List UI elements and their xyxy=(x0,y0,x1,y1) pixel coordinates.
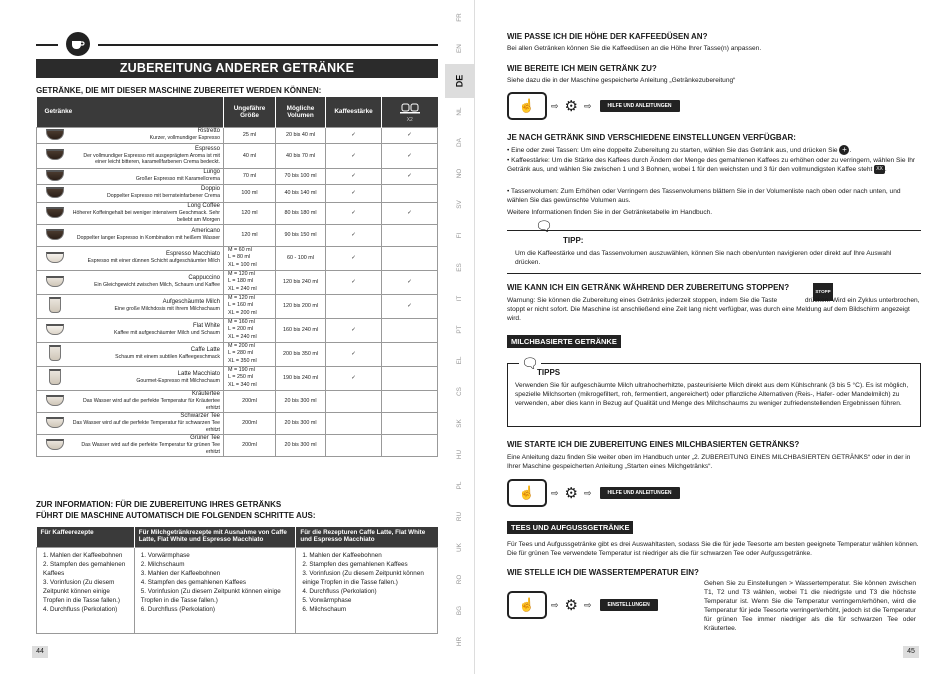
language-tab-bg: BG xyxy=(456,605,463,615)
strength-check: ✓ xyxy=(326,318,382,342)
arrow-icon: ⇨ xyxy=(551,100,559,111)
bullet-strength-text: • Kaffeestärke: Um die Stärke des Kaffees durch Ändern der Menge des gemahlenen Kaffees zu erhöhen oder zu verringern, wählen Sie Ihr Getränk aus, und wählen Sie zwischen 1 und 3 Bohnen, wobei 1 für den weichsten und 3 für den vollmundigsten Kaffee steht xyxy=(507,157,916,174)
beverage-name-cell xyxy=(73,390,224,412)
language-tab-de: DE xyxy=(454,75,465,88)
touch-hand-icon: ☝ xyxy=(507,591,547,619)
beverage-size: M = 190 ml L = 250 ml XL = 340 ml xyxy=(224,366,276,390)
strength-check: ✓ xyxy=(326,184,382,202)
beverage-description: Kurzer, vollmundiger Espresso xyxy=(149,135,220,142)
double-cup-icon xyxy=(400,101,420,115)
beverage-name-cell xyxy=(73,184,224,202)
beverage-row xyxy=(37,184,438,202)
beverage-cup-icon xyxy=(37,434,73,456)
beverage-volume: 120 bis 200 ml xyxy=(276,294,326,318)
step-item: 4. Durchfluss (Perkolation) xyxy=(302,588,377,595)
beverage-volume: 40 bis 140 ml xyxy=(276,184,326,202)
beverage-name: Caffe Latte xyxy=(190,347,220,354)
beverage-size: 40 ml xyxy=(224,143,276,168)
steps-col-coffee: Für Kaffeerezepte xyxy=(37,527,135,547)
beverage-description: Doppelter Espresso mit bernsteinfarbener Crema xyxy=(106,193,220,200)
bullet-cups xyxy=(507,145,922,155)
page-number-right: 45 xyxy=(903,646,919,658)
bullet-cups-end: . xyxy=(849,146,852,154)
beverage-name-cell xyxy=(73,143,224,168)
beverage-row xyxy=(37,390,438,412)
beverage-cup-icon xyxy=(37,184,73,202)
bullet-volume: • Tassenvolumen: Zum Erhöhen oder Verringern des Tassenvolumens blättern Sie in der Volumenliste nach oben oder nach unten, und wählen Sie das gewünschte Volumen aus. xyxy=(507,188,901,205)
language-tab-pt: PT xyxy=(456,325,463,334)
beverage-row xyxy=(37,318,438,342)
language-tab-fr: FR xyxy=(456,13,463,22)
language-tab-ru: RU xyxy=(456,512,463,522)
beverage-size: 70 ml xyxy=(224,168,276,184)
double-check xyxy=(382,390,438,412)
language-tab-hr: HR xyxy=(456,636,463,647)
stop-text-a: Warnung: Sie können die Zubereitung eines Getränks jederzeit stoppen, indem Sie die Taste xyxy=(507,297,778,304)
beverage-size: M = 160 ml L = 200 ml XL = 240 ml xyxy=(224,318,276,342)
beverage-row xyxy=(37,246,438,270)
beverage-row xyxy=(37,366,438,390)
step-item: 1. Mahlen der Kaffeebohnen xyxy=(302,551,382,559)
beverage-name: Kräutertee xyxy=(191,391,220,398)
beverage-volume: 20 bis 300 ml xyxy=(276,412,326,434)
double-label: X2 xyxy=(406,116,413,123)
language-tab-da: DA xyxy=(456,137,463,147)
beverage-name: Espresso Macchiato xyxy=(165,251,220,258)
tea-heading: TEES UND AUFGUSSGETRÄNKE xyxy=(507,521,633,534)
gear-icon: ⚙ xyxy=(564,98,578,115)
beverage-size: M = 120 ml L = 180 ml XL = 240 ml xyxy=(224,270,276,294)
steps-list-coffee xyxy=(37,547,135,633)
heading-prepare-drink: WIE BEREITE ICH MEIN GETRÄNK ZU? xyxy=(507,64,657,73)
strength-check: ✓ xyxy=(326,246,382,270)
beverage-name: Lungo xyxy=(203,169,220,176)
beverage-volume: 80 bis 180 ml xyxy=(276,202,326,224)
beverage-name-cell xyxy=(73,224,224,246)
beverage-name-cell xyxy=(73,318,224,342)
beverage-row xyxy=(37,224,438,246)
beverage-name: Latte Macchiato xyxy=(177,371,220,378)
language-tab-pl: PL xyxy=(456,481,463,490)
steps-heading: ZUR INFORMATION: FÜR DIE ZUBEREITUNG IHRES GETRÄNKS FÜHRT DIE MASCHINE AUTOMATISCH DIE FOLGENDEN SCHRITTE AUS: xyxy=(36,500,316,520)
strength-check: ✓ xyxy=(326,202,382,224)
double-check xyxy=(382,224,438,246)
step-item: 5. Vorinfusion (Zu diesem Zeitpunkt können einige Tropfen in die Tasse fallen.) xyxy=(140,588,281,605)
beverage-volume: 120 bis 240 ml xyxy=(276,270,326,294)
bullet-strength-end: . xyxy=(884,166,887,174)
beverage-volume: 20 bis 300 ml xyxy=(276,390,326,412)
beverage-name: Long Coffee xyxy=(187,203,220,210)
strength-check xyxy=(326,390,382,412)
tip-line xyxy=(507,230,921,231)
language-tab-fi: FI xyxy=(456,233,463,239)
coffee-cup-icon xyxy=(66,32,90,56)
beverage-row xyxy=(37,202,438,224)
step-item: 3. Vorinfusion (Zu diesem Zeitpunkt können einige Tropfen in die Tasse fallen.) xyxy=(43,578,121,605)
double-check: ✓ xyxy=(382,202,438,224)
text-prepare-drink: Siehe dazu die in der Maschine gespeicherte Anleitung „Getränkezubereitung“ xyxy=(507,77,736,84)
language-tab-sk: SK xyxy=(456,418,463,428)
step-item: 4. Durchfluss (Perkolation) xyxy=(43,606,118,614)
beverage-name-cell xyxy=(73,342,224,366)
beverage-name-cell xyxy=(73,412,224,434)
beverage-cup-icon xyxy=(37,390,73,412)
beverage-description: Höherer Koffeingehalt bei weniger intensivem Geschmack. Sehr beliebt am Morgen xyxy=(72,210,220,223)
double-check: ✓ xyxy=(382,168,438,184)
beverage-description: Großer Espresso mit Karamellcrema xyxy=(135,176,220,183)
step-item: 1. Mahlen der Kaffeebohnen xyxy=(43,551,123,559)
col-volume: Mögliche Volumen xyxy=(276,97,326,127)
strength-check: ✓ xyxy=(326,168,382,184)
beverage-cup-icon xyxy=(37,318,73,342)
beverage-volume: 90 bis 150 ml xyxy=(276,224,326,246)
language-index xyxy=(444,0,475,674)
beverage-name-cell xyxy=(73,434,224,456)
beverage-name-cell xyxy=(73,202,224,224)
beverage-volume: 160 bis 240 ml xyxy=(276,318,326,342)
stop-button-icon: STOPP xyxy=(813,283,833,301)
bullet-cups-text: • Eine oder zwei Tassen: Um eine doppelte Zubereitung zu starten, wählen Sie das Getränk aus, und drücken Sie xyxy=(507,146,838,154)
help-flow-1 xyxy=(507,91,680,121)
language-tab-it: IT xyxy=(456,295,463,302)
double-check xyxy=(382,434,438,456)
tip-heading: TIPP: xyxy=(563,236,584,245)
beverage-volume: 70 bis 100 ml xyxy=(276,168,326,184)
language-tab-hu: HU xyxy=(456,449,463,459)
plus-button-icon: + xyxy=(839,145,849,155)
beverage-volume: 20 bis 300 ml xyxy=(276,434,326,456)
beverage-description: Doppelter langer Espresso in Kombination mit heißem Wasser xyxy=(76,235,220,242)
step-item: 5. Vorwärmphase xyxy=(302,597,352,605)
tips-text: Verwenden Sie für aufgeschäumte Milch ultrahocherhitzte, pasteurisierte Milch direkt aus dem Kühlschrank (3 bis 5 °C). Es ist möglich, spezielle Milchsorten (mikrogefiltert, roh, fermentiert, angereichert) oder pflanzliche Alternativen (Reis-, Hafer- oder Mandelmilch) zu verwenden, aber dies kann in Bezug auf Qualität und Menge des Milchschaums zu weniger zufriedenstellenden Ergebnissen führen. xyxy=(515,382,909,408)
beverage-name-cell xyxy=(73,294,224,318)
beverage-size: 200ml xyxy=(224,434,276,456)
beverage-row xyxy=(37,270,438,294)
double-check xyxy=(382,412,438,434)
beverage-row xyxy=(37,127,438,143)
heading-stop-drink: WIE KANN ICH EIN GETRÄNK WÄHREND DER ZUBEREITUNG STOPPEN? xyxy=(507,283,790,292)
strength-check: ✓ xyxy=(326,342,382,366)
beverage-cup-icon xyxy=(37,168,73,184)
beverage-row xyxy=(37,412,438,434)
language-tab-cs: CS xyxy=(456,387,463,397)
beverage-cup-icon xyxy=(37,342,73,366)
water-temp-text: Gehen Sie zu Einstellungen > Wassertemperatur. Sie können zwischen T1, T2 und T3 wählen, wobei T1 die niedrigste und T3 die höchste Temperatur ist. Wenn Sie die Temperatur verringern/erhöhen, wird die Temperatur für jede Teesorte verringert/erhöht, jedoch ist die Temperatur für grünen Tee immer niedriger als die für schwarzen Tee oder Kräutertee. xyxy=(704,580,916,633)
beverage-cup-icon xyxy=(37,412,73,434)
strength-icon: XX xyxy=(876,166,883,173)
language-tab-en: EN xyxy=(456,44,463,54)
beverage-name-cell xyxy=(73,246,224,270)
beverage-name: Espresso xyxy=(194,145,220,152)
double-check: ✓ xyxy=(382,294,438,318)
beverage-description: Schaum mit einem subtilen Kaffeegeschmack xyxy=(115,354,220,361)
double-check: ✓ xyxy=(382,270,438,294)
double-check xyxy=(382,184,438,202)
arrow-icon: ⇨ xyxy=(584,599,592,610)
page-title: ZUBEREITUNG ANDERER GETRÄNKE xyxy=(36,59,438,78)
tip-text: Um die Kaffeestärke und das Tassenvolumen auszuwählen, können Sie nach oben/unten navigieren oder direkt auf Ihre Auswahl drücken. xyxy=(515,250,892,267)
page-number-left: 44 xyxy=(32,646,48,658)
header-line-right xyxy=(98,44,438,46)
beverage-name: Ristretto xyxy=(197,128,220,135)
beverage-description: Espresso mit einer dünnen Schicht aufgeschäumter Milch xyxy=(87,258,220,265)
arrow-icon: ⇨ xyxy=(584,100,592,111)
beverage-cup-icon xyxy=(37,366,73,390)
beverage-size: 100 ml xyxy=(224,184,276,202)
gear-icon: ⚙ xyxy=(564,485,578,502)
heading-settings-per-drink: JE NACH GETRÄNK SIND VERSCHIEDENE EINSTELLUNGEN VERFÜGBAR: xyxy=(507,133,796,142)
language-tab-el: EL xyxy=(456,356,463,365)
settings-button: EINSTELLUNGEN xyxy=(600,599,658,611)
stop-text xyxy=(507,296,922,323)
start-milk-text: Eine Anleitung dazu finden Sie weiter oben im Handbuch unter „2. ZUBEREITUNG EINES MILCHBASIERTEN GETRÄNKS“ oder in der in Ihrer Maschine gespeicherten Anleitung „Starten eines Milchgetränks“. xyxy=(507,454,911,471)
strength-check: ✓ xyxy=(326,366,382,390)
arrow-icon: ⇨ xyxy=(584,487,592,498)
heading-water-temp: WIE STELLE ICH DIE WASSERTEMPERATUR EIN? xyxy=(507,568,699,577)
col-double xyxy=(382,97,438,127)
tips-heading: TIPPS xyxy=(537,368,561,377)
col-size: Ungefähre Größe xyxy=(224,97,276,127)
beverage-description: Das Wasser wird auf die perfekte Temperatur für grünen Tee erhitzt xyxy=(81,442,220,455)
language-tab-uk: UK xyxy=(456,543,463,553)
header-line-left xyxy=(36,44,58,46)
step-item: 2. Stampfen des gemahlenen Kaffees xyxy=(302,560,408,568)
strength-check xyxy=(326,434,382,456)
more-info-text: Weitere Informationen finden Sie in der Getränketabelle im Handbuch. xyxy=(507,209,713,216)
beverage-cup-icon xyxy=(37,270,73,294)
beverage-size: 25 ml xyxy=(224,127,276,143)
arrow-icon: ⇨ xyxy=(551,599,559,610)
steps-list-latte xyxy=(296,547,438,633)
gear-icon: ⚙ xyxy=(564,597,578,614)
strength-check: ✓ xyxy=(326,270,382,294)
beverage-name: Americano xyxy=(191,228,220,235)
beverage-cup-icon xyxy=(37,224,73,246)
beverage-name: Flat White xyxy=(192,323,220,330)
beverage-description: Eine große Milchdosis mit ihrem Milchschaum xyxy=(114,306,220,313)
beverage-name: Doppio xyxy=(200,186,220,193)
beverage-description: Das Wasser wird auf die perfekte Temperatur für Kräutertee erhitzt xyxy=(83,398,220,411)
beverage-size: M = 200 ml L = 280 ml XL = 350 ml xyxy=(224,342,276,366)
beverage-volume: 20 bis 40 ml xyxy=(276,127,326,143)
double-check xyxy=(382,366,438,390)
step-item: 4. Stampfen des gemahlenen Kaffees xyxy=(140,578,247,586)
beverage-row xyxy=(37,434,438,456)
beverage-name: Cappuccino xyxy=(188,275,220,282)
step-item: 3. Mahlen der Kaffeebohnen xyxy=(140,569,221,577)
beverage-description: Gourmet-Espresso mit Milchschaum xyxy=(136,378,220,385)
bullet-strength xyxy=(507,156,922,174)
beverage-description: Kaffee mit aufgeschäumter Milch und Schaum xyxy=(113,330,220,337)
col-drinks: Getränke xyxy=(37,97,224,127)
beverage-row xyxy=(37,143,438,168)
beverage-cup-icon xyxy=(37,143,73,168)
beverage-name: Aufgeschäumte Milch xyxy=(162,299,220,306)
beverage-table-heading: GETRÄNKE, DIE MIT DIESER MASCHINE ZUBEREITET WERDEN KÖNNEN: xyxy=(36,86,322,95)
beverage-cup-icon xyxy=(37,246,73,270)
beverage-description: Das Wasser wird auf die perfekte Temperatur für schwarzen Tee erhitzt xyxy=(72,420,220,433)
language-tab-es: ES xyxy=(456,262,463,272)
beverage-name-cell xyxy=(73,366,224,390)
beverage-description: Ein Gleichgewicht zwischen Milch, Schaum und Kaffee xyxy=(94,282,220,289)
steps-col-milk: Für Milchgetränkrezepte mit Ausnahme von Caffe Latte, Flat White und Espresso Macchiato xyxy=(134,527,296,547)
help-and-guides-button: HILFE UND ANLEITUNGEN xyxy=(600,100,680,112)
double-check xyxy=(382,342,438,366)
beverage-table xyxy=(36,97,438,457)
touch-hand-icon: ☝ xyxy=(507,92,547,120)
beverage-size: 120 ml xyxy=(224,224,276,246)
double-check: ✓ xyxy=(382,143,438,168)
beverage-name: Schwarzer Tee xyxy=(180,413,220,420)
step-item: 2. Milchschaum xyxy=(140,560,185,568)
language-tab-nl: NL xyxy=(456,107,463,116)
steps-list-milk xyxy=(134,547,296,633)
strength-check xyxy=(326,294,382,318)
beverage-volume: 200 bis 350 ml xyxy=(276,342,326,366)
double-check xyxy=(382,318,438,342)
beverage-cup-icon xyxy=(37,294,73,318)
beverage-name: Grüner Tee xyxy=(190,435,220,442)
beverage-size: 200ml xyxy=(224,390,276,412)
language-tab-sv: SV xyxy=(456,200,463,209)
beverage-name-cell xyxy=(73,127,224,143)
arrow-icon: ⇨ xyxy=(551,487,559,498)
strength-check: ✓ xyxy=(326,224,382,246)
speech-bubble-icon: 🗨 xyxy=(521,355,539,371)
beverage-name-cell xyxy=(73,270,224,294)
beverage-size: 200ml xyxy=(224,412,276,434)
step-item: 6. Durchfluss (Perkolation) xyxy=(140,606,215,614)
col-strength: Kaffeestärke xyxy=(326,97,382,127)
help-and-guides-button: HILFE UND ANLEITUNGEN xyxy=(600,487,680,499)
language-tab-no: NO xyxy=(456,168,463,179)
strength-check: ✓ xyxy=(326,143,382,168)
heading-start-milk: WIE STARTE ICH DIE ZUBEREITUNG EINES MILCHBASIERTEN GETRÄNKS? xyxy=(507,440,800,449)
steps-table xyxy=(36,527,438,634)
beverage-volume: 190 bis 240 ml xyxy=(276,366,326,390)
double-check: ✓ xyxy=(382,127,438,143)
heading-nozzle-height: WIE PASSE ICH DIE HÖHE DER KAFFEEDÜSEN AN? xyxy=(507,32,708,41)
tea-text: Für Tees und Aufgussgetränke gibt es drei Auswahltasten, sodass Sie die für jede Teesorte am besten geeignete Temperatur wählen können. Die für grünen Tee verwendete Temperatur ist niedriger als die für schwarzen Tee oder Aufgussgetränke. xyxy=(507,541,919,558)
step-item: 2. Stampfen des gemahlenen Kaffees xyxy=(43,560,126,577)
strength-check xyxy=(326,412,382,434)
beverage-size: M = 60 ml L = 80 ml XL = 100 ml xyxy=(224,246,276,270)
text-nozzle-height: Bei allen Getränken können Sie die Kaffeedüsen an die Höhe Ihrer Tasse(n) anpassen. xyxy=(507,45,762,52)
double-check xyxy=(382,246,438,270)
beverage-volume: 40 bis 70 ml xyxy=(276,143,326,168)
beverage-row xyxy=(37,342,438,366)
beverage-cup-icon xyxy=(37,127,73,143)
beverage-row xyxy=(37,168,438,184)
beverage-cup-icon xyxy=(37,202,73,224)
settings-flow xyxy=(507,590,658,620)
language-tab-ro: RO xyxy=(456,574,463,584)
touch-hand-icon: ☝ xyxy=(507,479,547,507)
beverage-size: M = 120 ml L = 160 ml XL = 200 ml xyxy=(224,294,276,318)
step-item: 3. Vorinfusion (Zu diesem Zeitpunkt können einige Tropfen in die Tasse fallen.) xyxy=(302,569,424,586)
stop-text-b: drücken. Wird ein Zyklus unterbrochen, stoppt er nicht sofort. Die Maschine ist anschließend eine Zeit lang nicht verfügbar, was durch eine Meldung auf dem Bildschirm angezeigt wird. xyxy=(507,297,920,323)
beverage-description: Der vollmundiger Espresso mit ausgeprägtem Aroma ist mit einer leicht bitteren, karamellfarbenen Crema bedeckt. xyxy=(83,152,220,166)
step-item: 6. Milchschaum xyxy=(302,606,347,614)
strength-check: ✓ xyxy=(326,127,382,143)
beverage-row xyxy=(37,294,438,318)
step-item: 1. Vorwärmphase xyxy=(140,551,190,559)
speech-bubble-icon: 🗨 xyxy=(535,218,553,234)
right-page xyxy=(475,0,950,674)
beverage-name-cell xyxy=(73,168,224,184)
beverage-size: 120 ml xyxy=(224,202,276,224)
beverage-volume: 60 - 100 ml xyxy=(276,246,326,270)
help-flow-2 xyxy=(507,478,680,508)
steps-col-latte: Für die Rezepturen Caffe Latte, Flat White und Espresso Macchiato xyxy=(296,527,438,547)
milk-drinks-heading: MILCHBASIERTE GETRÄNKE xyxy=(507,335,621,348)
